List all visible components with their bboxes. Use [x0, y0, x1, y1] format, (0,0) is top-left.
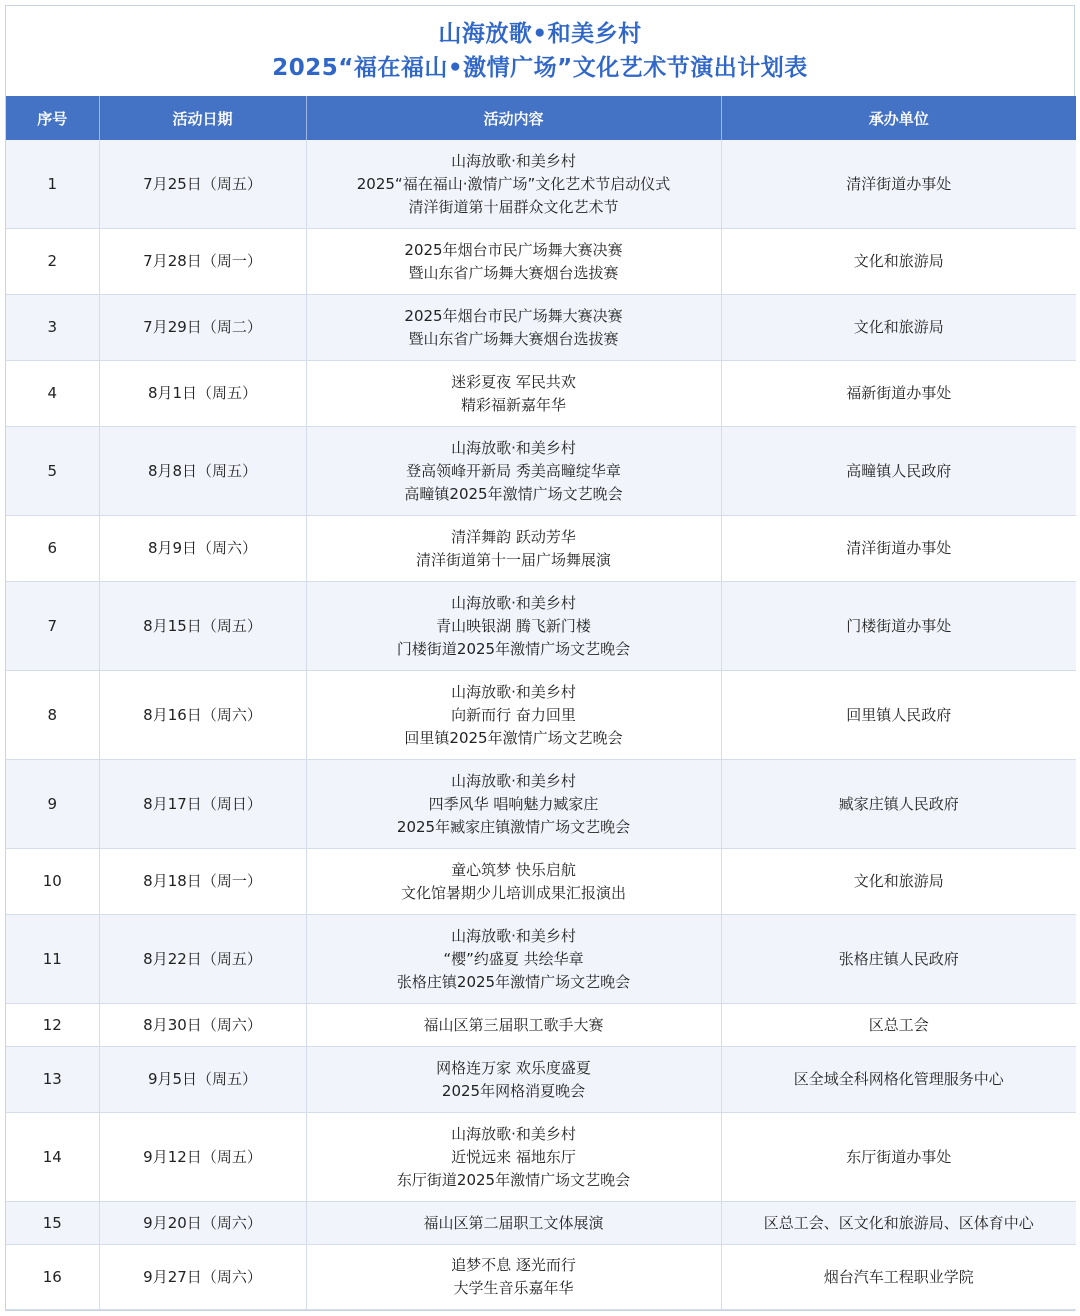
table-row	[6, 295, 1076, 361]
cell-content	[306, 849, 721, 915]
content-line: 山海放歌·和美乡村	[451, 593, 576, 612]
cell-content	[306, 915, 721, 1004]
date-text: 8月15日	[143, 616, 202, 635]
weekday-text: （周六）	[197, 539, 258, 557]
header-content: 活动内容	[306, 96, 721, 140]
date-text: 7月29日	[143, 318, 202, 336]
cell-date	[99, 671, 306, 760]
cell-no: 4	[6, 361, 99, 427]
content-line: 迷彩夏夜 军民共欢	[451, 372, 576, 391]
cell-org: 回里镇人民政府	[721, 671, 1076, 760]
date-text: 8月30日	[143, 1015, 202, 1034]
content-line: 2025年臧家庄镇激情广场文艺晚会	[396, 817, 631, 836]
cell-no: 15	[6, 1202, 99, 1245]
cell-org: 高疃镇人民政府	[721, 427, 1076, 516]
table-body	[6, 140, 1076, 1310]
cell-org: 烟台汽车工程职业学院	[721, 1245, 1076, 1310]
cell-no: 11	[6, 915, 99, 1004]
cell-content	[306, 760, 721, 849]
content-line: 近悦远来 福地东厅	[451, 1147, 576, 1166]
content-line: 山海放歌·和美乡村	[451, 926, 576, 945]
content-line: 暨山东省广场舞大赛烟台选拔赛	[408, 329, 619, 348]
table-row	[6, 229, 1076, 295]
cell-content	[306, 361, 721, 427]
content-line: 大学生音乐嘉年华	[453, 1279, 574, 1297]
cell-content	[306, 516, 721, 582]
content-line: 回里镇2025年激情广场文艺晚会	[404, 728, 623, 747]
content-line: 精彩福新嘉年华	[460, 395, 566, 414]
cell-date	[99, 1004, 306, 1047]
header-date: 活动日期	[99, 96, 306, 140]
cell-org: 区总工会、区文化和旅游局、区体育中心	[721, 1202, 1076, 1245]
content-line: 山海放歌·和美乡村	[451, 682, 576, 701]
cell-content	[306, 140, 721, 229]
weekday-text: （周六）	[201, 705, 262, 724]
cell-no: 2	[6, 229, 99, 295]
header-org: 承办单位	[721, 96, 1076, 140]
cell-no: 16	[6, 1245, 99, 1310]
date-text: 8月16日	[143, 705, 202, 724]
cell-no: 10	[6, 849, 99, 915]
table-row	[6, 1004, 1076, 1047]
cell-date	[99, 427, 306, 516]
cell-org: 区全域全科网格化管理服务中心	[721, 1047, 1076, 1113]
cell-org: 臧家庄镇人民政府	[721, 760, 1076, 849]
date-text: 9月5日	[147, 1070, 198, 1088]
date-text: 8月1日	[147, 384, 198, 402]
content-line: 青山映银湖 腾飞新门楼	[436, 616, 591, 635]
cell-date	[99, 1202, 306, 1245]
title-line-1: 山海放歌•和美乡村	[438, 21, 642, 47]
table-row	[6, 915, 1076, 1004]
cell-content	[306, 1245, 721, 1310]
cell-content	[306, 295, 721, 361]
header-no: 序号	[6, 96, 99, 140]
cell-date	[99, 140, 306, 229]
schedule-sheet	[5, 5, 1075, 1311]
cell-content	[306, 1004, 721, 1047]
content-line: 向新而行 奋力回里	[451, 705, 576, 724]
content-line: 暨山东省广场舞大赛烟台选拔赛	[408, 263, 619, 282]
date-text: 8月8日	[147, 461, 198, 480]
cell-org: 文化和旅游局	[721, 295, 1076, 361]
cell-date	[99, 361, 306, 427]
date-text: 9月20日	[143, 1213, 202, 1232]
cell-content	[306, 229, 721, 295]
cell-date	[99, 516, 306, 582]
weekday-text: （周五）	[197, 461, 258, 480]
cell-no: 13	[6, 1047, 99, 1113]
cell-org: 区总工会	[721, 1004, 1076, 1047]
cell-org: 文化和旅游局	[721, 229, 1076, 295]
cell-no: 6	[6, 516, 99, 582]
content-line: 福山区第二届职工文体展演	[423, 1213, 604, 1232]
weekday-text: （周日）	[201, 794, 262, 813]
content-line: 2025年烟台市民广场舞大赛决赛	[404, 306, 623, 325]
cell-org: 东厅街道办事处	[721, 1113, 1076, 1202]
weekday-text: （周五）	[197, 1070, 258, 1088]
content-line: 山海放歌·和美乡村	[451, 151, 576, 170]
cell-org: 门楼街道办事处	[721, 582, 1076, 671]
title-block	[6, 6, 1074, 96]
content-line: 追梦不息 逐光而行	[451, 1256, 576, 1274]
cell-date	[99, 582, 306, 671]
content-line: 2025年烟台市民广场舞大赛决赛	[404, 240, 623, 259]
table-row	[6, 1245, 1076, 1310]
content-line: 山海放歌·和美乡村	[451, 771, 576, 790]
table-row	[6, 849, 1076, 915]
content-line: 清洋街道第十一届广场舞展演	[415, 550, 611, 569]
content-line: 高疃镇2025年激情广场文艺晚会	[404, 484, 623, 503]
content-line: 清洋街道第十届群众文化艺术节	[408, 197, 619, 216]
weekday-text: （周五）	[201, 616, 262, 635]
content-line: 2025年网格消夏晚会	[441, 1081, 586, 1100]
schedule-table	[6, 96, 1076, 1310]
date-text: 7月25日	[143, 174, 202, 193]
cell-no: 8	[6, 671, 99, 760]
cell-org: 清洋街道办事处	[721, 516, 1076, 582]
table-row	[6, 760, 1076, 849]
table-row	[6, 1047, 1076, 1113]
content-line: 童心筑梦 快乐启航	[451, 860, 576, 879]
content-line: 门楼街道2025年激情广场文艺晚会	[396, 639, 631, 658]
date-text: 9月12日	[143, 1147, 202, 1166]
date-text: 7月28日	[143, 252, 202, 270]
table-row	[6, 516, 1076, 582]
table-row	[6, 427, 1076, 516]
date-text: 9月27日	[143, 1267, 202, 1286]
cell-org: 清洋街道办事处	[721, 140, 1076, 229]
content-line: 东厅街道2025年激情广场文艺晚会	[396, 1170, 631, 1189]
table-row	[6, 1202, 1076, 1245]
table-row	[6, 1113, 1076, 1202]
cell-date	[99, 1245, 306, 1310]
cell-no: 5	[6, 427, 99, 516]
content-line: 山海放歌·和美乡村	[451, 1124, 576, 1143]
table-row	[6, 671, 1076, 760]
cell-date	[99, 295, 306, 361]
cell-no: 1	[6, 140, 99, 229]
weekday-text: （周一）	[201, 872, 262, 890]
date-text: 8月9日	[147, 539, 198, 557]
weekday-text: （周六）	[201, 1015, 262, 1034]
cell-date	[99, 1047, 306, 1113]
weekday-text: （周二）	[201, 318, 262, 336]
title-line-2: 2025“福在福山•激情广场”文化艺术节演出计划表	[272, 55, 808, 81]
cell-content	[306, 582, 721, 671]
cell-no: 3	[6, 295, 99, 361]
content-line: 登高领峰开新局 秀美高疃绽华章	[406, 461, 621, 480]
cell-content	[306, 1202, 721, 1245]
content-line: 张格庄镇2025年激情广场文艺晚会	[396, 972, 631, 991]
cell-no: 12	[6, 1004, 99, 1047]
cell-date	[99, 915, 306, 1004]
cell-no: 9	[6, 760, 99, 849]
weekday-text: （周五）	[201, 1147, 262, 1166]
cell-content	[306, 427, 721, 516]
cell-org: 文化和旅游局	[721, 849, 1076, 915]
table-row	[6, 582, 1076, 671]
content-line: 福山区第三届职工歌手大赛	[423, 1015, 604, 1034]
date-text: 8月18日	[143, 872, 202, 890]
weekday-text: （周五）	[197, 384, 258, 402]
cell-org: 张格庄镇人民政府	[721, 915, 1076, 1004]
content-line: 山海放歌·和美乡村	[451, 438, 576, 457]
cell-no: 7	[6, 582, 99, 671]
date-text: 8月17日	[143, 794, 202, 813]
weekday-text: （周一）	[201, 252, 262, 270]
content-line: 清洋舞韵 跃动芳华	[451, 527, 576, 546]
content-line: 四季风华 唱响魅力臧家庄	[428, 794, 599, 813]
cell-content	[306, 671, 721, 760]
date-text: 8月22日	[143, 949, 202, 968]
cell-no: 14	[6, 1113, 99, 1202]
content-line: 2025“福在福山·激情广场”文化艺术节启动仪式	[356, 174, 671, 193]
table-header-row	[6, 96, 1076, 140]
cell-content	[306, 1113, 721, 1202]
cell-org: 福新街道办事处	[721, 361, 1076, 427]
content-line: “樱”约盛夏 共绘华章	[443, 949, 584, 968]
cell-date	[99, 849, 306, 915]
content-line: 网格连万家 欢乐度盛夏	[436, 1058, 591, 1077]
weekday-text: （周六）	[201, 1213, 262, 1232]
cell-date	[99, 760, 306, 849]
table-row	[6, 140, 1076, 229]
cell-date	[99, 229, 306, 295]
weekday-text: （周五）	[201, 174, 262, 193]
cell-content	[306, 1047, 721, 1113]
weekday-text: （周五）	[201, 949, 262, 968]
table-row	[6, 361, 1076, 427]
content-line: 文化馆暑期少儿培训成果汇报演出	[400, 883, 626, 902]
cell-date	[99, 1113, 306, 1202]
weekday-text: （周六）	[201, 1267, 262, 1286]
